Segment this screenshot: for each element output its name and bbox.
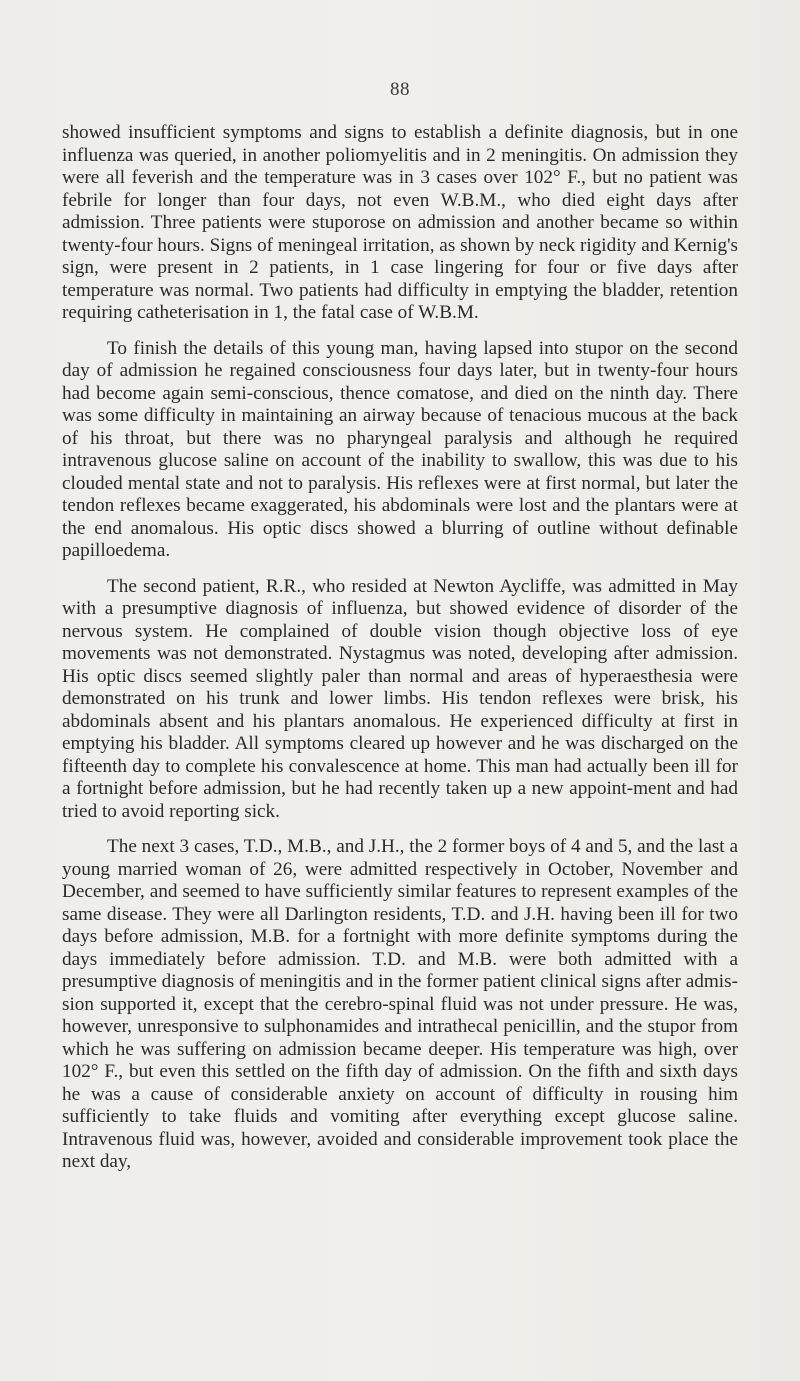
page-number: 88 [390, 79, 410, 100]
paragraph-continuation: showed insufficient symptoms and signs to establish a definite diagnosis, but in one influenza was queried, in another poliomyelitis and in 2 meningitis. On admission they were all feverish and the temperature was in 3 cases over 102° F., but no patient was febrile for longer than four days, not even W.B.M., who died eight days after admission. Three patients were stuporose on admission and another became so within twenty-four hours. Signs of meningeal irritation, as shown by neck rigidity and Kernig's sign, were present in 2 patients, in 1 case lingering for four or five days after temperature was normal. Two patients had difficulty in emptying the bladder, retention requiring catheterisation in 1, the fatal case of W.B.M. [62, 122, 738, 323]
body-text [62, 122, 738, 1187]
paragraph-wbm-details: To finish the details of this young man, having lapsed into stupor on the second day of admission he regained consciousness four days later, but in twenty-four hours had become again semi-conscious, thence comatose, and died on the ninth day. There was some difficulty in maintaining an airway because of tenacious mucous at the back of his throat, but there was no pharyngeal paralysis and although he required intravenous glucose saline on account of the inability to swallow, this was due to his clouded mental state and not to paralysis. His reflexes were at first normal, but later the tendon reflexes became exaggerated, his abdominals were lost and the plantars were at the end anomalous. His optic discs showed a blurring of outline without definable papilloedema. [62, 337, 738, 561]
paragraph-next-three-cases: The next 3 cases, T.D., M.B., and J.H., the 2 former boys of 4 and 5, and the last a young married woman of 26, were admitted respectively in October, November and December, and seemed to have sufficiently similar features to represent examples of the same disease. They were all Darlington residents, T.D. and J.H. having been ill for two days before admission, M.B. for a fortnight with more definite symptoms during the days immediately before admission. T.D. and M.B. were both admitted with a presumptive diagnosis of meningitis and in the former patient clinical signs after admis-sion supported it, except that the cerebro-spinal fluid was not under pressure. He was, however, unresponsive to sulphonamides and intrathecal penicillin, and the stupor from which he was suffering on admission became deeper. His temperature was high, over 102° F., but even this settled on the fifth day of admission. On the fifth and sixth days he was a cause of considerable anxiety on account of difficulty in rousing him sufficiently to take fluids and vomiting after everything except glucose saline. Intravenous fluid was, however, avoided and considerable improvement took place the next day, [62, 836, 738, 1172]
paragraph-second-patient: The second patient, R.R., who resided at Newton Aycliffe, was admitted in May with a presumptive diagnosis of influenza, but showed evidence of disorder of the nervous system. He complained of double vision though objective loss of eye movements was not demonstrated. Nystagmus was noted, developing after admission. His optic discs seemed slightly paler than normal and areas of hyperaesthesia were demonstrated on his trunk and lower limbs. His tendon reflexes were brisk, his abdominals absent and his plantars anomalous. He experienced difficulty at first in emptying his bladder. All symptoms cleared up however and he was discharged on the fifteenth day to complete his convalescence at home. This man had actually been ill for a fortnight before admission, but he had recently taken up a new appoint-ment and had tried to avoid reporting sick. [62, 575, 738, 822]
